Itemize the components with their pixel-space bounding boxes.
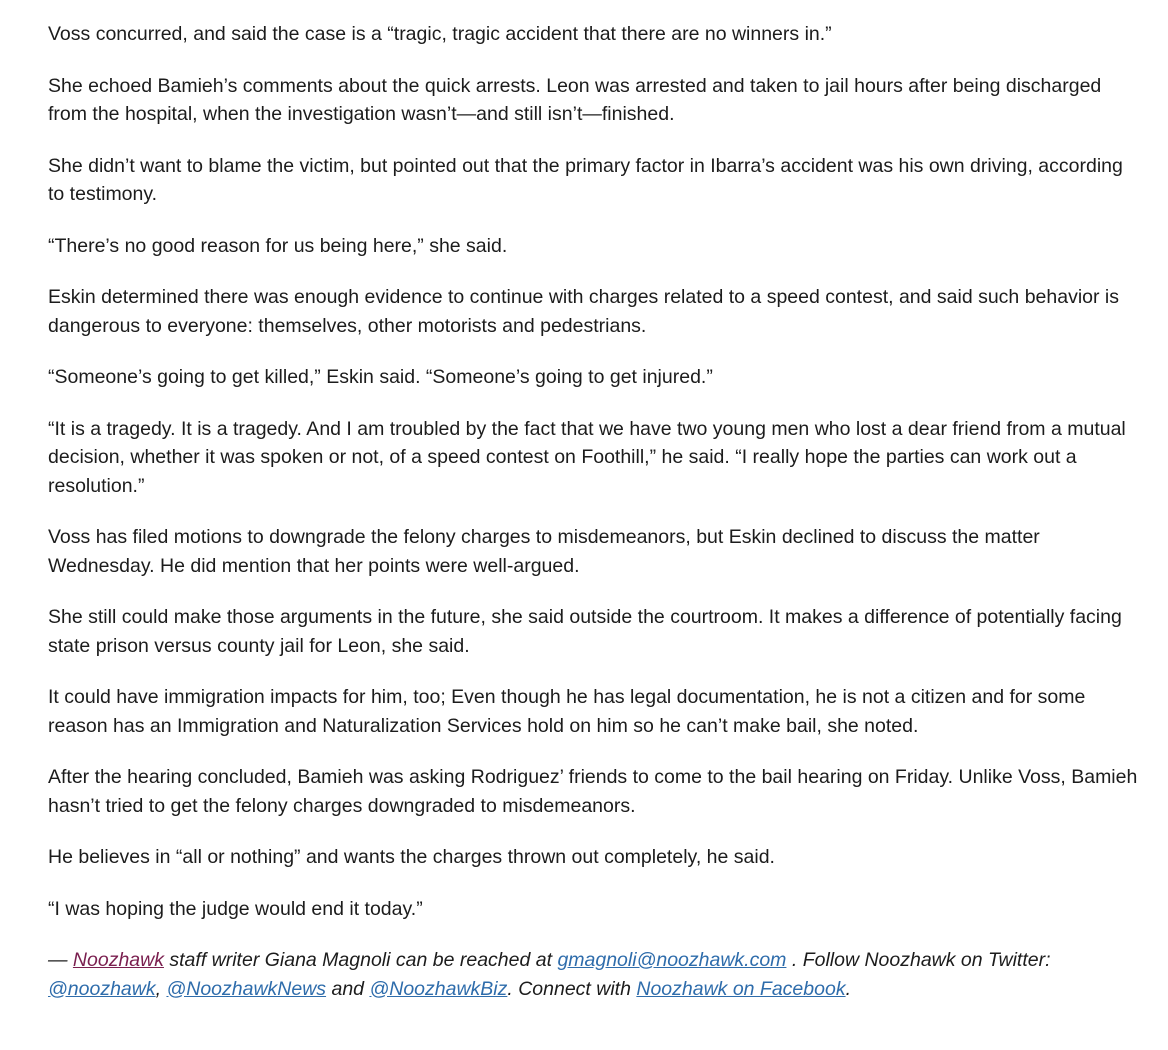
author-credit: [48, 946, 1138, 1003]
credit-text: staff writer Giana Magnoli can be reached at: [163, 949, 558, 971]
paragraph: “I was hoping the judge would end it today.”: [48, 897, 423, 920]
paragraph: She echoed Bamieh’s comments about the quick arrests. Leon was arrested and taken to jail hours after being discharged from the hospital, when the investigation wasn’t—and still isn’t—finished.: [48, 74, 1102, 125]
facebook-link[interactable]: Noozhawk on Facebook: [636, 977, 846, 1000]
article-body: [48, 20, 1138, 1026]
paragraph: After the hearing concluded, Bamieh was asking Rodriguez’ friends to come to the bail hearing on Friday. Unlike Voss, Bamieh hasn’t tried to get the felony charges downgraded to misdemeanors.: [48, 766, 1138, 817]
credit-text: . Connect with: [507, 977, 637, 1000]
twitter-link-noozhawkbiz[interactable]: @NoozhawkBiz: [369, 977, 508, 1000]
paragraph: “There’s no good reason for us being here,” she said.: [48, 234, 508, 257]
credit-separator: ,: [155, 977, 167, 1000]
twitter-link-noozhawknews[interactable]: @NoozhawkNews: [166, 977, 327, 1000]
email-link[interactable]: gmagnoli@noozhawk.com: [557, 949, 787, 971]
noozhawk-link[interactable]: Noozhawk: [72, 949, 164, 971]
paragraph: She didn’t want to blame the victim, but pointed out that the primary factor in Ibarra’s accident was his own driving, according to testimony.: [48, 154, 1123, 205]
paragraph: It could have immigration impacts for him, too; Even though he has legal documentation, he is not a citizen and for some reason has an Immigration and Naturalization Services hold on him so he can’t make bail, she noted.: [48, 686, 1086, 737]
credit-text: . Follow Noozhawk on Twitter:: [786, 949, 1051, 971]
paragraph: Eskin determined there was enough evidence to continue with charges related to a speed contest, and said such behavior is dangerous to everyone: themselves, other motorists and pedestrians.: [48, 286, 1119, 337]
credit-dash: —: [48, 949, 73, 971]
paragraph: He believes in “all or nothing” and wants the charges thrown out completely, he said.: [48, 846, 775, 868]
paragraph: “Someone’s going to get killed,” Eskin said. “Someone’s going to get injured.”: [48, 366, 713, 388]
paragraph: “It is a tragedy. It is a tragedy. And I am troubled by the fact that we have two young men who lost a dear friend from a mutual decision, whether it was spoken or not, of a speed contest on Foothill,” he said. “I really hope the parties can work out a resolution.”: [48, 417, 1126, 497]
twitter-link-noozhawk[interactable]: @noozhawk: [48, 977, 156, 1000]
paragraph: Voss concurred, and said the case is a “tragic, tragic accident that there are no winners in.”: [48, 23, 832, 45]
credit-text: .: [845, 977, 851, 1000]
paragraph: She still could make those arguments in the future, she said outside the courtroom. It makes a difference of potentially facing state prison versus county jail for Leon, she said.: [48, 606, 1122, 657]
credit-text: and: [326, 977, 370, 1000]
paragraph: Voss has filed motions to downgrade the felony charges to misdemeanors, but Eskin declined to discuss the matter Wednesday. He did mention that her points were well-argued.: [48, 526, 1040, 577]
